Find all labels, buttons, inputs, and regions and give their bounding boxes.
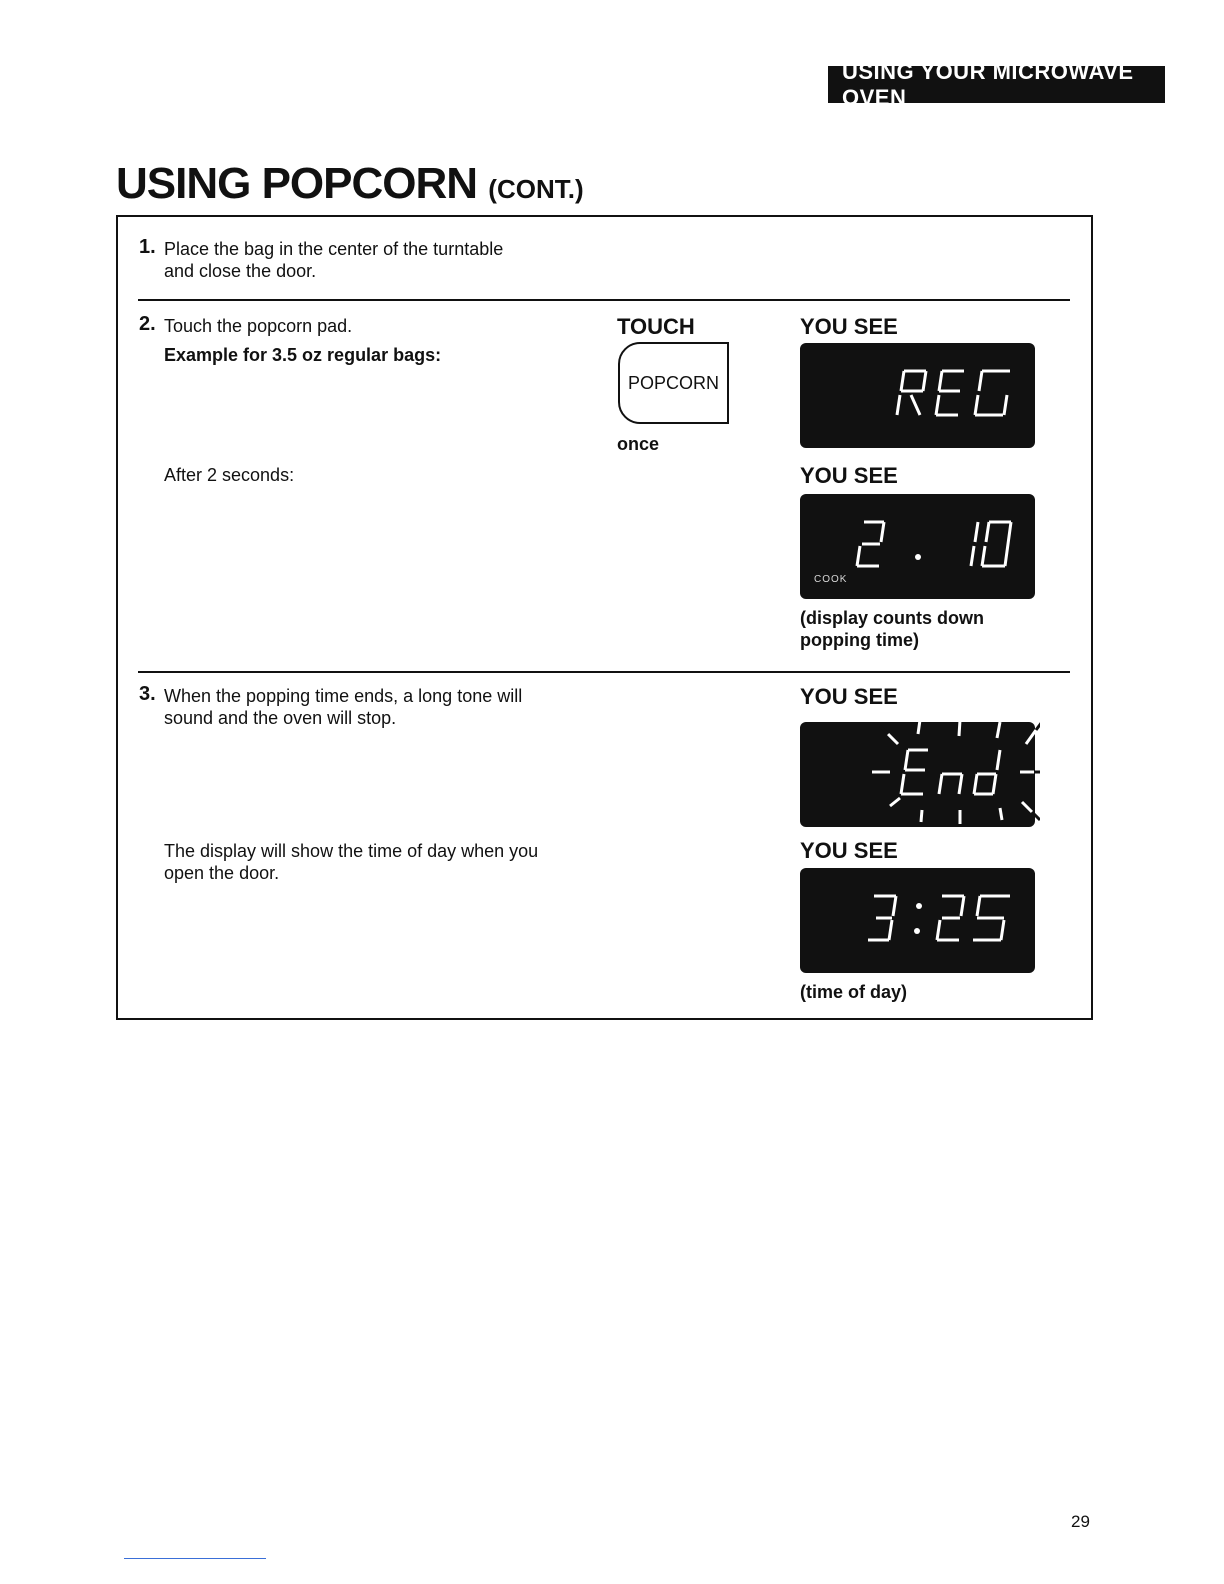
step-3-extra-line-1: The display will show the time of day when you	[164, 841, 539, 861]
display-time-digits	[800, 868, 1035, 973]
step-1-line-1: Place the bag in the center of the turntable	[164, 239, 504, 259]
countdown-note-line-2: popping time)	[800, 630, 919, 650]
step-3-extra-line-2: open the door.	[164, 863, 280, 883]
step-2-number: 2.	[139, 313, 156, 335]
display-time-of-day	[800, 868, 1035, 973]
after-seconds-text: After 2 seconds:	[164, 465, 295, 485]
title-text: USING POPCORN	[116, 159, 478, 208]
display-countdown	[800, 494, 1035, 599]
you-see-header: YOU SEE	[800, 838, 898, 863]
step-1-number: 1.	[139, 236, 156, 258]
step-divider	[138, 671, 1070, 673]
step-2-text: Touch the popcorn pad.	[164, 316, 353, 336]
popcorn-pad: POPCORN	[618, 342, 729, 424]
section-banner: USING YOUR MICROWAVE OVEN	[828, 66, 1165, 103]
display-reg	[800, 343, 1035, 448]
page-title	[116, 159, 584, 208]
page-number: 29	[1071, 1512, 1090, 1531]
step-2-example: Example for 3.5 oz regular bags:	[164, 345, 442, 365]
display-reg-digits	[800, 343, 1035, 448]
you-see-header: YOU SEE	[800, 314, 898, 339]
step-3-line-1: When the popping time ends, a long tone will	[164, 686, 523, 706]
flash-rays-icon	[860, 712, 1040, 832]
step-1-line-2: and close the door.	[164, 261, 317, 281]
step-3-number: 3.	[139, 683, 156, 705]
time-of-day-note: (time of day)	[800, 982, 908, 1002]
title-suffix: (CONT.)	[488, 174, 584, 204]
countdown-note-line-1: (display counts down	[800, 608, 985, 628]
step-3-line-2: sound and the oven will stop.	[164, 708, 397, 728]
touch-header: TOUCH	[617, 314, 695, 339]
step-divider	[138, 299, 1070, 301]
pad-count: once	[617, 434, 660, 454]
you-see-header: YOU SEE	[800, 463, 898, 488]
you-see-header: YOU SEE	[800, 684, 898, 709]
cook-indicator: COOK	[814, 574, 848, 585]
footer-link-rule	[124, 1558, 266, 1559]
